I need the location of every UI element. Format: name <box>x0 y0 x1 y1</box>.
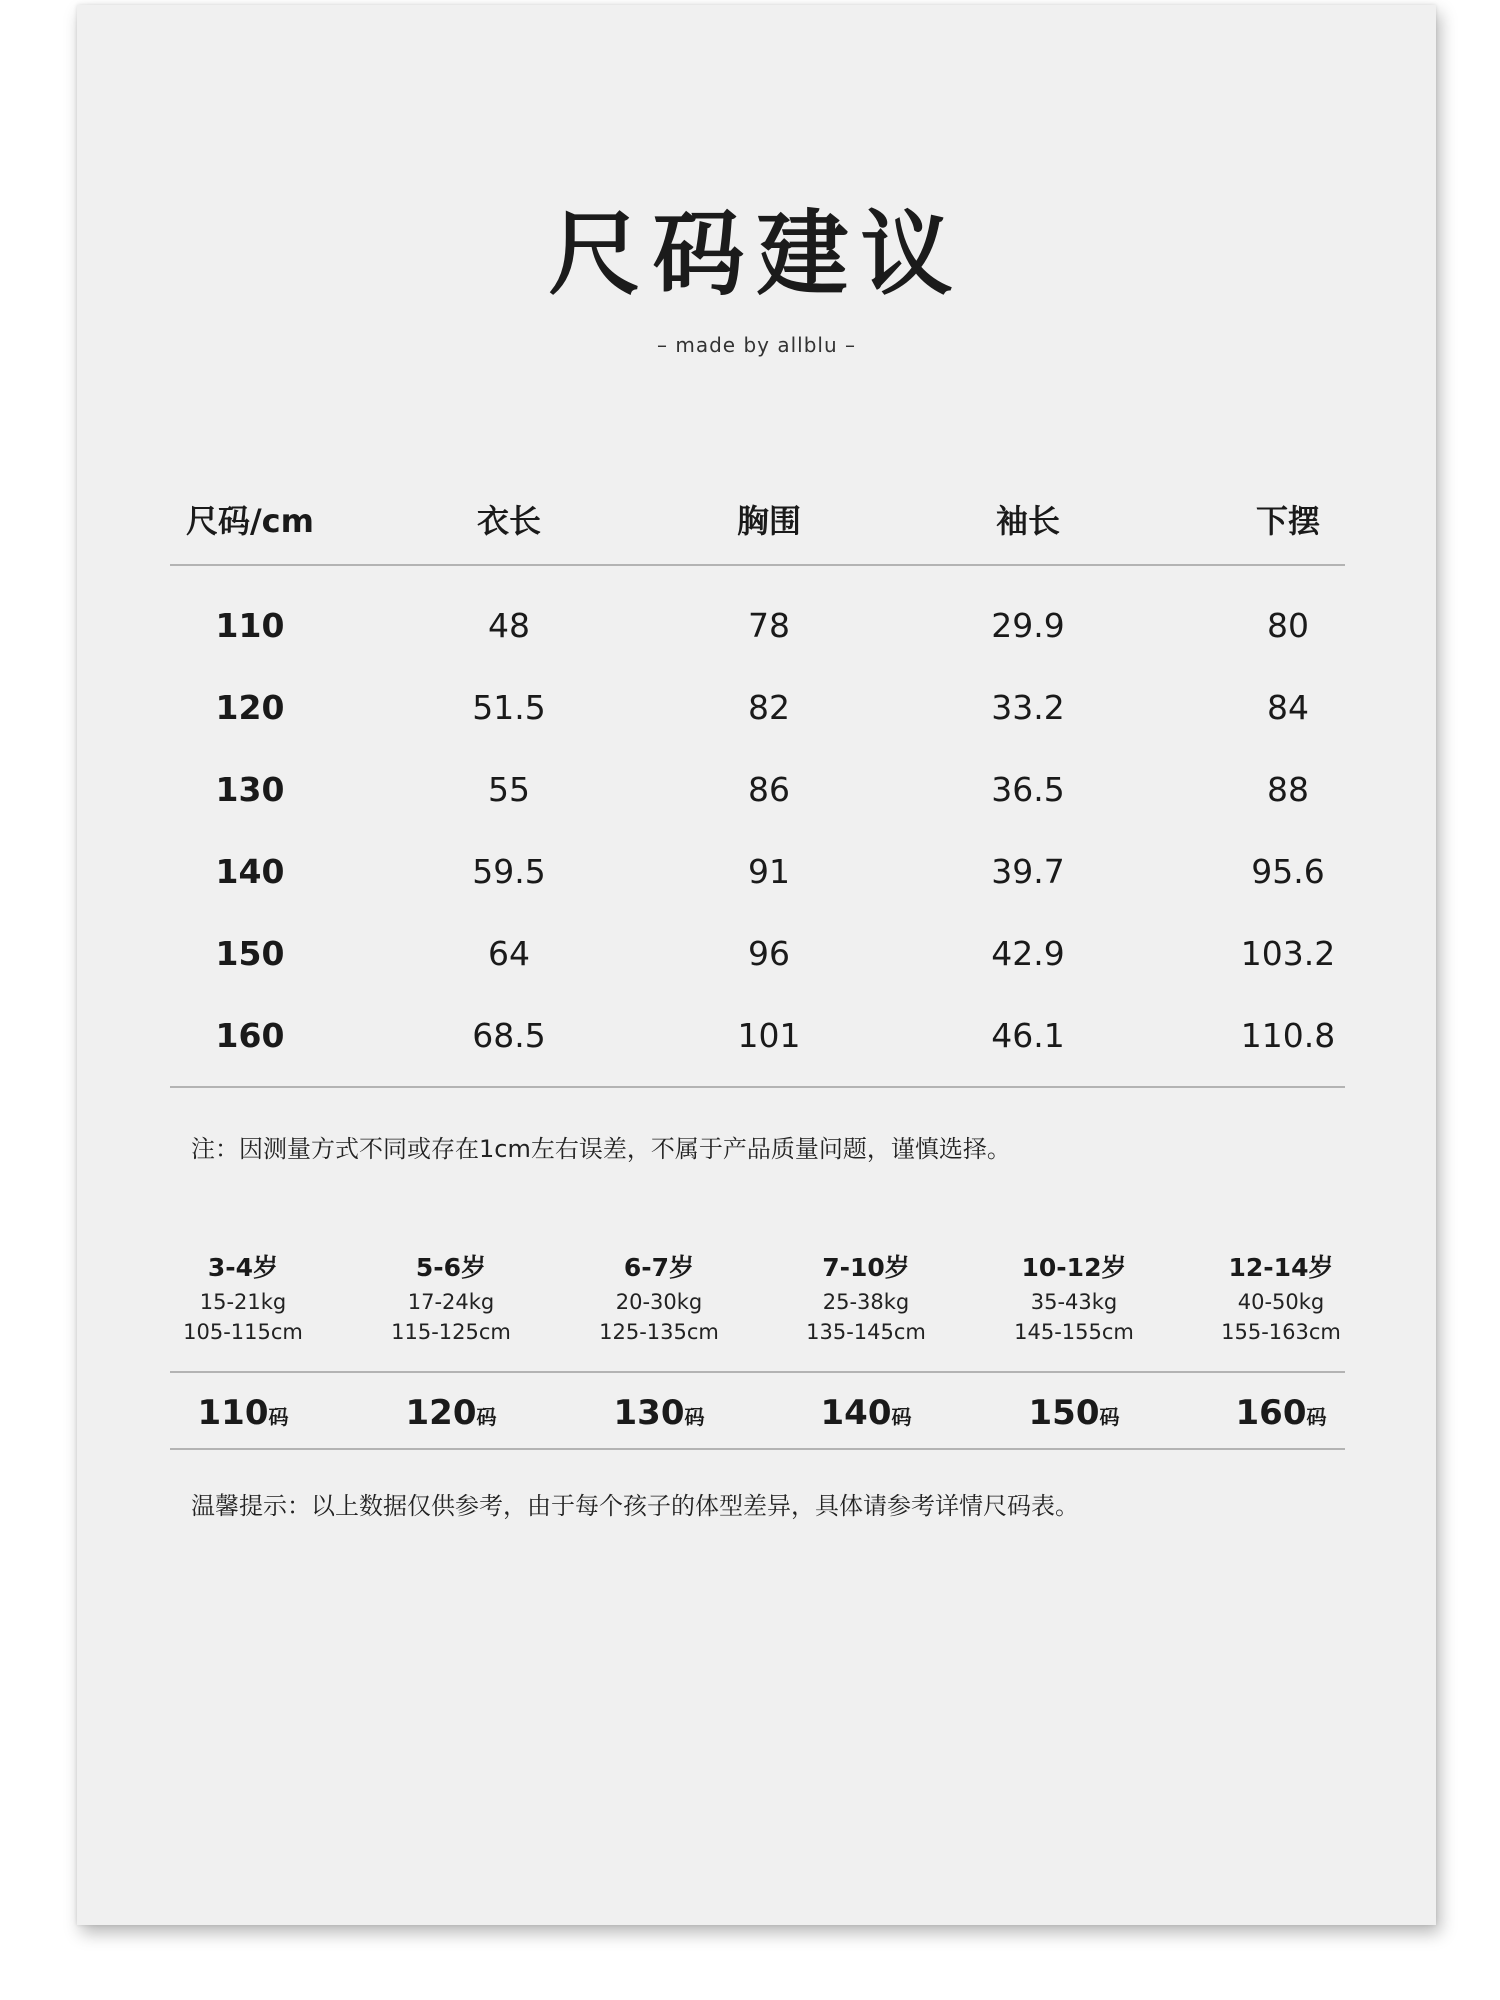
length-cell: 64 <box>488 934 530 973</box>
size-cell: 160 <box>215 1016 285 1055</box>
header-chest: 胸围 <box>736 502 801 540</box>
recommended-size-unit: 码 <box>476 1405 497 1429</box>
table-header-divider <box>170 564 1345 566</box>
age-guide-item <box>139 1249 347 1347</box>
age-label: 12-14岁 <box>1228 1253 1334 1282</box>
sleeve-cell: 39.7 <box>991 852 1065 891</box>
header-size: 尺码/cm <box>185 502 314 540</box>
hem-cell: 95.6 <box>1251 852 1325 891</box>
height-range: 105-115cm <box>183 1320 303 1344</box>
hem-cell: 84 <box>1267 688 1309 727</box>
length-cell: 68.5 <box>472 1016 546 1055</box>
age-label: 7-10岁 <box>822 1253 910 1282</box>
table-bottom-divider <box>170 1086 1345 1088</box>
age-label: 6-7岁 <box>623 1253 695 1282</box>
recommended-size <box>555 1393 763 1433</box>
chest-cell: 101 <box>737 1016 801 1055</box>
age-label: 5-6岁 <box>415 1253 487 1282</box>
height-range: 155-163cm <box>1221 1320 1341 1344</box>
weight-range: 25-38kg <box>822 1290 910 1314</box>
hem-cell: 110.8 <box>1240 1016 1336 1055</box>
age-guide-item <box>762 1249 970 1347</box>
height-range: 125-135cm <box>599 1320 719 1344</box>
sleeve-cell: 46.1 <box>991 1016 1065 1055</box>
sleeve-cell: 36.5 <box>991 770 1065 809</box>
length-cell: 59.5 <box>472 852 546 891</box>
recommended-size-unit: 码 <box>1099 1405 1120 1429</box>
recommended-size-number: 160 <box>1235 1393 1307 1433</box>
recommended-size-number: 140 <box>820 1393 892 1433</box>
header-sleeve: 袖长 <box>995 502 1060 540</box>
warm-tip: 温馨提示：以上数据仅供参考，由于每个孩子的体型差异，具体请参考详情尺码表。 <box>191 1492 1079 1520</box>
length-cell: 55 <box>488 770 530 809</box>
recommended-size-unit: 码 <box>684 1405 705 1429</box>
age-guide-divider <box>170 1371 1345 1373</box>
header-length: 衣长 <box>476 502 541 540</box>
chest-cell: 82 <box>748 688 790 727</box>
recommended-size-number: 150 <box>1028 1393 1100 1433</box>
height-range: 135-145cm <box>806 1320 926 1344</box>
recommended-size-unit: 码 <box>1306 1405 1327 1429</box>
weight-range: 40-50kg <box>1237 1290 1325 1314</box>
chest-cell: 78 <box>748 606 790 645</box>
chest-cell: 96 <box>748 934 790 973</box>
weight-range: 35-43kg <box>1030 1290 1118 1314</box>
hem-cell: 103.2 <box>1240 934 1336 973</box>
size-cell: 120 <box>215 688 285 727</box>
chest-cell: 91 <box>748 852 790 891</box>
table-row <box>170 760 1345 820</box>
hem-cell: 88 <box>1267 770 1309 809</box>
length-cell: 48 <box>488 606 530 645</box>
recommended-size-number: 110 <box>197 1393 269 1433</box>
size-cell: 110 <box>215 606 285 645</box>
header-hem: 下摆 <box>1255 502 1320 540</box>
size-cell: 130 <box>215 770 285 809</box>
size-cell: 150 <box>215 934 285 973</box>
measurement-note: 注：因测量方式不同或存在1cm左右误差，不属于产品质量问题，谨慎选择。 <box>191 1135 1011 1163</box>
age-guide-item <box>347 1249 555 1347</box>
length-cell: 51.5 <box>472 688 546 727</box>
sleeve-cell: 42.9 <box>991 934 1065 973</box>
height-range: 115-125cm <box>391 1320 511 1344</box>
weight-range: 15-21kg <box>199 1290 287 1314</box>
table-row <box>170 924 1345 984</box>
recommended-size <box>1177 1393 1385 1433</box>
sleeve-cell: 33.2 <box>991 688 1065 727</box>
recommended-size-unit: 码 <box>891 1405 912 1429</box>
hem-cell: 80 <box>1267 606 1309 645</box>
recommended-size <box>139 1393 347 1433</box>
recommended-size <box>347 1393 555 1433</box>
recommended-size-unit: 码 <box>268 1405 289 1429</box>
recommended-size-divider <box>170 1448 1345 1450</box>
table-row <box>170 842 1345 902</box>
recommended-size <box>970 1393 1178 1433</box>
weight-range: 17-24kg <box>407 1290 495 1314</box>
age-guide-item <box>555 1249 763 1347</box>
height-range: 145-155cm <box>1014 1320 1134 1344</box>
brand-subtitle: – made by allblu – <box>657 333 856 357</box>
age-label: 3-4岁 <box>207 1253 279 1282</box>
recommended-size-number: 130 <box>613 1393 685 1433</box>
size-guide-card <box>77 5 1436 1925</box>
size-cell: 140 <box>215 852 285 891</box>
table-header-row <box>170 491 1345 551</box>
age-label: 10-12岁 <box>1021 1253 1127 1282</box>
recommended-size <box>762 1393 970 1433</box>
weight-range: 20-30kg <box>615 1290 703 1314</box>
chest-cell: 86 <box>748 770 790 809</box>
table-row <box>170 1006 1345 1066</box>
table-row <box>170 596 1345 656</box>
recommended-size-number: 120 <box>405 1393 477 1433</box>
sleeve-cell: 29.9 <box>991 606 1065 645</box>
age-guide-item <box>1177 1249 1385 1347</box>
age-guide-item <box>970 1249 1178 1347</box>
page-title: 尺码建议 <box>548 201 965 308</box>
table-row <box>170 678 1345 738</box>
